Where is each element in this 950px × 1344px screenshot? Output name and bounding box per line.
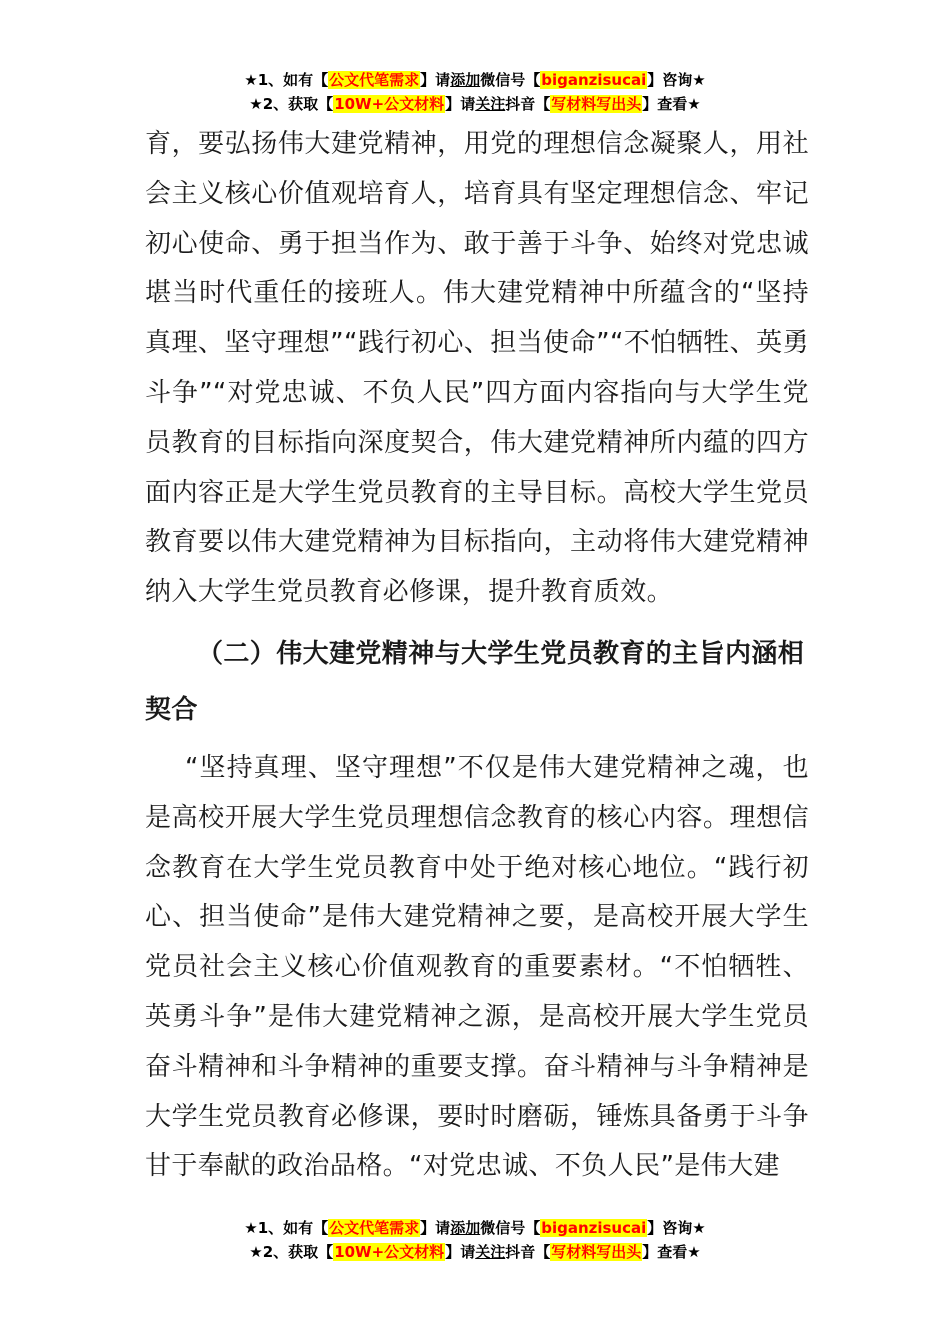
- banner-line-1: [0, 68, 950, 92]
- document-body: [145, 120, 809, 1192]
- body-paragraph-1: 育，要弘扬伟大建党精神，用党的理想信念凝聚人，用社会主义核心价值观培育人，培育具有坚定理想信念、牢记初心使命、勇于担当作为、敢于善于斗争、始终对党忠诚堪当时代重任的接班人。伟大建党精神中所蕴含的“坚持真理、坚守理想”“践行初心、担当使命”“不怕牺牲、英勇斗争”“对党忠诚、不负人民”四方面内容指向与大学生党员教育的目标指向深度契合，伟大建党精神所内蕴的四方面内容正是大学生党员教育的主导目标。高校大学生党员教育要以伟大建党精神为目标指向，主动将伟大建党精神纳入大学生党员教育必修课，提升教育质效。: [145, 129, 809, 608]
- underlined-text: 关注: [475, 1243, 506, 1261]
- highlight-text: biganzisucai: [541, 71, 647, 89]
- banner-text: 微信号【: [480, 1219, 541, 1237]
- footer-banner: [0, 1216, 950, 1264]
- highlight-text: 写材料写出头: [551, 95, 642, 113]
- banner-text: 抖音【: [505, 95, 551, 113]
- banner-text: 】请: [445, 95, 476, 113]
- banner-text: 】请: [420, 71, 451, 89]
- highlight-text: 公文代笔需求: [329, 1219, 420, 1237]
- banner-line-1: [0, 1216, 950, 1240]
- banner-text: ★1、如有【: [244, 71, 329, 89]
- section-heading: （二）伟大建党精神与大学生党员教育的主旨内涵相契合: [145, 638, 805, 725]
- banner-text: ★2、获取【: [249, 1243, 334, 1261]
- banner-text: 】请: [445, 1243, 476, 1261]
- banner-text: 】请: [420, 1219, 451, 1237]
- banner-text: ★1、如有【: [244, 1219, 329, 1237]
- underlined-text: 添加: [450, 1219, 481, 1237]
- banner-text: 抖音【: [505, 1243, 551, 1261]
- banner-text: 】咨询★: [647, 71, 706, 89]
- highlight-text: 写材料写出头: [551, 1243, 642, 1261]
- underlined-text: 关注: [475, 95, 506, 113]
- banner-text: 微信号【: [480, 71, 541, 89]
- highlight-text: biganzisucai: [541, 1219, 647, 1237]
- banner-text: ★2、获取【: [249, 95, 334, 113]
- banner-text: 】咨询★: [647, 1219, 706, 1237]
- highlight-text: 公文代笔需求: [329, 71, 420, 89]
- highlight-text: 10W+公文材料: [334, 95, 445, 113]
- banner-text: 】查看★: [642, 95, 701, 113]
- header-banner: [0, 68, 950, 116]
- banner-line-2: [0, 92, 950, 116]
- banner-text: 】查看★: [642, 1243, 701, 1261]
- highlight-text: 10W+公文材料: [334, 1243, 445, 1261]
- underlined-text: 添加: [450, 71, 481, 89]
- body-paragraph-2: “坚持真理、坚守理想”不仅是伟大建党精神之魂，也是高校开展大学生党员理想信念教育的核心内容。理想信念教育在大学生党员教育中处于绝对核心地位。“践行初心、担当使命”是伟大建党精神之要，是高校开展大学生党员社会主义核心价值观教育的重要素材。“不怕牺牲、英勇斗争”是伟大建党精神之源，是高校开展大学生党员奋斗精神和斗争精神的重要支撑。奋斗精神与斗争精神是大学生党员教育必修课，要时时磨砺，锤炼具备勇于斗争甘于奉献的政治品格。“对党忠诚、不负人民”是伟大建: [145, 752, 809, 1182]
- banner-line-2: [0, 1240, 950, 1264]
